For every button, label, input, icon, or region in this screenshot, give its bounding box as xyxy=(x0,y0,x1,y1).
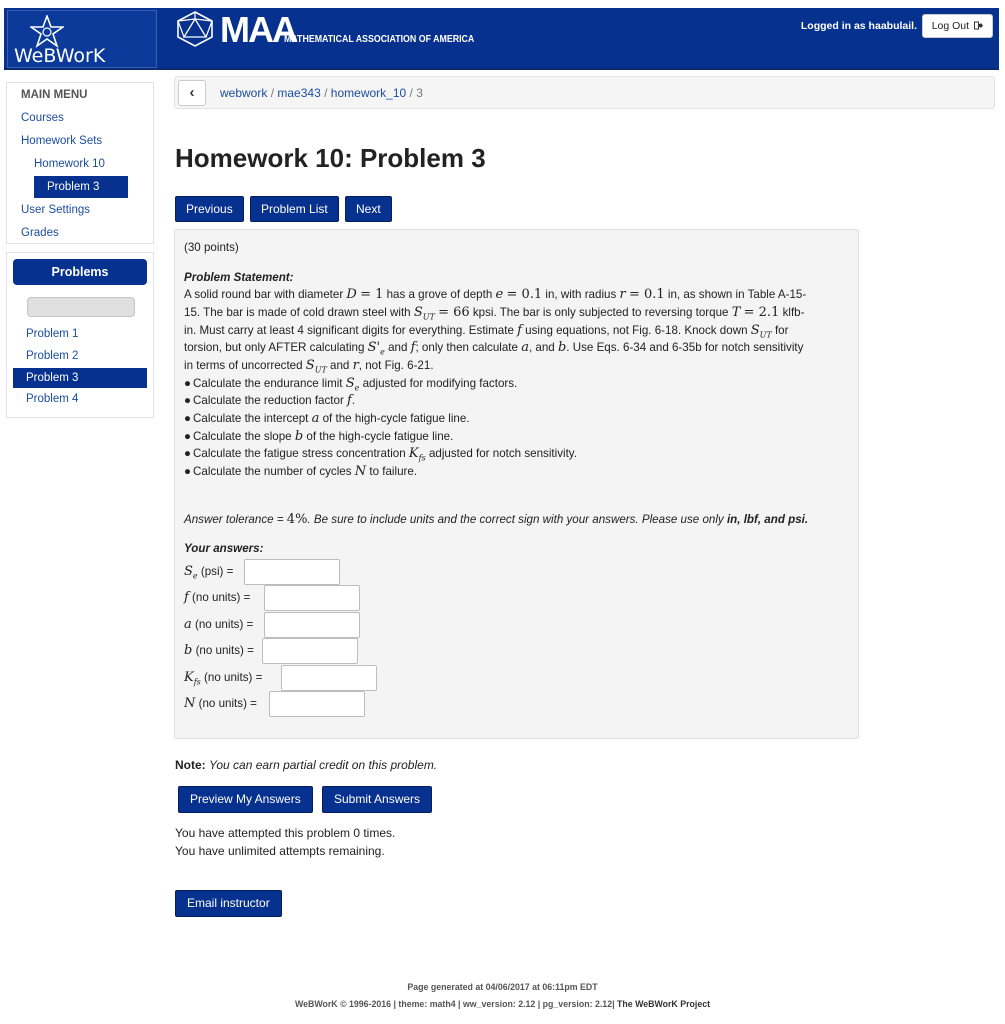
answer-kfs-input[interactable] xyxy=(281,665,377,691)
page-title: Homework 10: Problem 3 xyxy=(175,143,486,173)
menu-item-homework-sets[interactable]: Homework Sets xyxy=(21,135,103,147)
webwork-project-link[interactable]: The WeBWorK Project xyxy=(617,999,711,1009)
task-item: ● Calculate the number of cycles N to failure. xyxy=(184,464,418,479)
menu-item-courses[interactable]: Courses xyxy=(21,112,64,124)
problem-list-button[interactable]: Problem List xyxy=(250,196,339,222)
menu-item-grades[interactable]: Grades xyxy=(21,227,59,239)
task-item: ● Calculate the slope b of the high-cycle fatigue line. xyxy=(184,429,454,444)
problem-points: (30 points) xyxy=(184,241,239,254)
preview-answers-button[interactable]: Preview My Answers xyxy=(178,786,313,813)
answer-label-kfs: $K_{fs}$ (no units) = xyxy=(184,670,263,687)
task-item: ● Calculate the intercept a of the high-cycle fatigue line. xyxy=(184,411,470,426)
login-status: Logged in as haabulail. xyxy=(800,20,917,32)
sign-out-icon xyxy=(974,21,983,30)
problems-progress-bar xyxy=(27,297,135,317)
menu-item-problem-3[interactable]: Problem 3 xyxy=(34,176,128,198)
page-generated: Page generated at 04/06/2017 at 06:11pm EDT xyxy=(407,982,598,992)
problem-link-2[interactable]: Problem 2 xyxy=(26,350,79,362)
breadcrumb-set[interactable]: homework_10 xyxy=(330,86,407,100)
answer-b-input[interactable] xyxy=(262,638,358,664)
back-button[interactable] xyxy=(178,80,206,106)
attempts-remaining: You have unlimited attempts remaining. xyxy=(175,844,385,858)
chevron-left-icon: ‹ xyxy=(189,84,195,101)
task-item: ● Calculate the endurance limit $S_e$ adjusted for modifying factors. xyxy=(184,376,518,393)
answer-label-b: b (no units) = xyxy=(184,643,254,658)
logout-button[interactable] xyxy=(922,14,993,38)
breadcrumb xyxy=(174,76,995,109)
webwork-logo[interactable] xyxy=(7,10,157,68)
attempts-count: You have attempted this problem 0 times. xyxy=(175,826,396,840)
menu-item-homework-10[interactable]: Homework 10 xyxy=(34,158,105,170)
answer-label-se: $S_e$ (psi) = xyxy=(184,564,234,581)
answer-label-n: N (no units) = xyxy=(184,696,257,711)
next-button[interactable]: Next xyxy=(345,196,392,222)
answer-a-input[interactable] xyxy=(264,612,360,638)
statement-heading: Problem Statement: xyxy=(184,271,294,284)
task-item: ● Calculate the fatigue stress concentration $K_{fs}$ adjusted for notch sensitivity. xyxy=(184,446,577,463)
problems-title: Problems xyxy=(13,259,147,285)
submit-answers-button[interactable]: Submit Answers xyxy=(322,786,432,813)
menu-item-user-settings[interactable]: User Settings xyxy=(21,204,91,216)
answer-tolerance: Answer tolerance = 4%. Be sure to include units and the correct sign with your answers. Please use only in, lbf, and psi. xyxy=(184,512,809,527)
answer-label-a: a (no units) = xyxy=(184,617,254,632)
answer-label-f: f (no units) = xyxy=(184,590,251,605)
answer-se-input[interactable] xyxy=(244,559,340,585)
icosahedron-icon xyxy=(176,11,214,47)
header-bar xyxy=(4,8,999,70)
logout-label: Log Out xyxy=(931,20,970,32)
breadcrumb-course[interactable]: mae343 xyxy=(277,86,321,100)
problems-panel xyxy=(6,252,154,418)
answer-n-input[interactable] xyxy=(269,691,365,717)
problem-link-3[interactable]: Problem 3 xyxy=(13,368,147,388)
breadcrumb-current: 3 xyxy=(416,86,423,100)
email-instructor-button[interactable]: Email instructor xyxy=(175,890,282,917)
breadcrumb-webwork[interactable]: webwork xyxy=(220,86,268,100)
maa-title: MAA xyxy=(220,9,296,50)
previous-button[interactable]: Previous xyxy=(175,196,244,222)
breadcrumb-path: webwork / mae343 / homework_10 / 3 xyxy=(220,86,423,100)
problem-body: (30 points) Problem Statement: A solid round bar with diameter D = 1 has a grove of depth e = 0.1 in, with radius r = 0.1 in, as shown in Table A-15- 15. The bar is made of cold drawn steel with $S_{UT} = 66$ kpsi. The bar is only subjected to reversing torque T = 2.1 klfb- in. Must carry at least 4 significant digits for everything. Estimate f using equations, not Fig. 6-18. Knock down $S_{UT}$ for torsion, but only AFTER calculating $S'_e$ and f; only then calculate a, and b. Use Eqs. 6-34 and 6-35b for notch sensitivity in terms of uncorrected $S_{UT}$ and r, not Fig. 6-21. ● Calculate the endurance limit $S_e$ adjusted for modifying factors. ● Calculate the reduction factor f. ● Calculate the intercept a of the high-cycle fatigue line. ● Calculate the slope b of the high-cycle fatigue line. ● Calculate the fatigue stress concentration $K_{fs}$ adjusted for notch sensitivity. ● Calculate the number of cycles N to failure. Answer tolerance = 4%. Be sure to include units and the correct sign with your answers. Please use only in, lbf, and psi. Your answers: $S_e$ (psi) = f (no units) = a (no units) = b (no units) = $K_{fs}$ (no units) = N (no units) = xyxy=(174,229,859,739)
footer-credits: WeBWorK © 1996-2016 | theme: math4 | ww_version: 2.12 | pg_version: 2.12| The WeBWorK Project xyxy=(294,999,711,1009)
partial-credit-note: Note: You can earn partial credit on this problem. xyxy=(175,758,438,772)
task-item: ● Calculate the reduction factor f. xyxy=(184,393,356,408)
problem-link-1[interactable]: Problem 1 xyxy=(26,328,79,340)
main-menu xyxy=(6,82,154,244)
logo-text: WeBWorK xyxy=(14,45,106,67)
main-menu-title: MAIN MENU xyxy=(21,89,88,101)
problem-link-4[interactable]: Problem 4 xyxy=(26,393,79,405)
answers-heading: Your answers: xyxy=(184,542,264,555)
maa-subtitle: MATHEMATICAL ASSOCIATION OF AMERICA xyxy=(284,33,475,45)
answer-f-input[interactable] xyxy=(264,585,360,611)
webwork-star-icon xyxy=(30,15,64,49)
